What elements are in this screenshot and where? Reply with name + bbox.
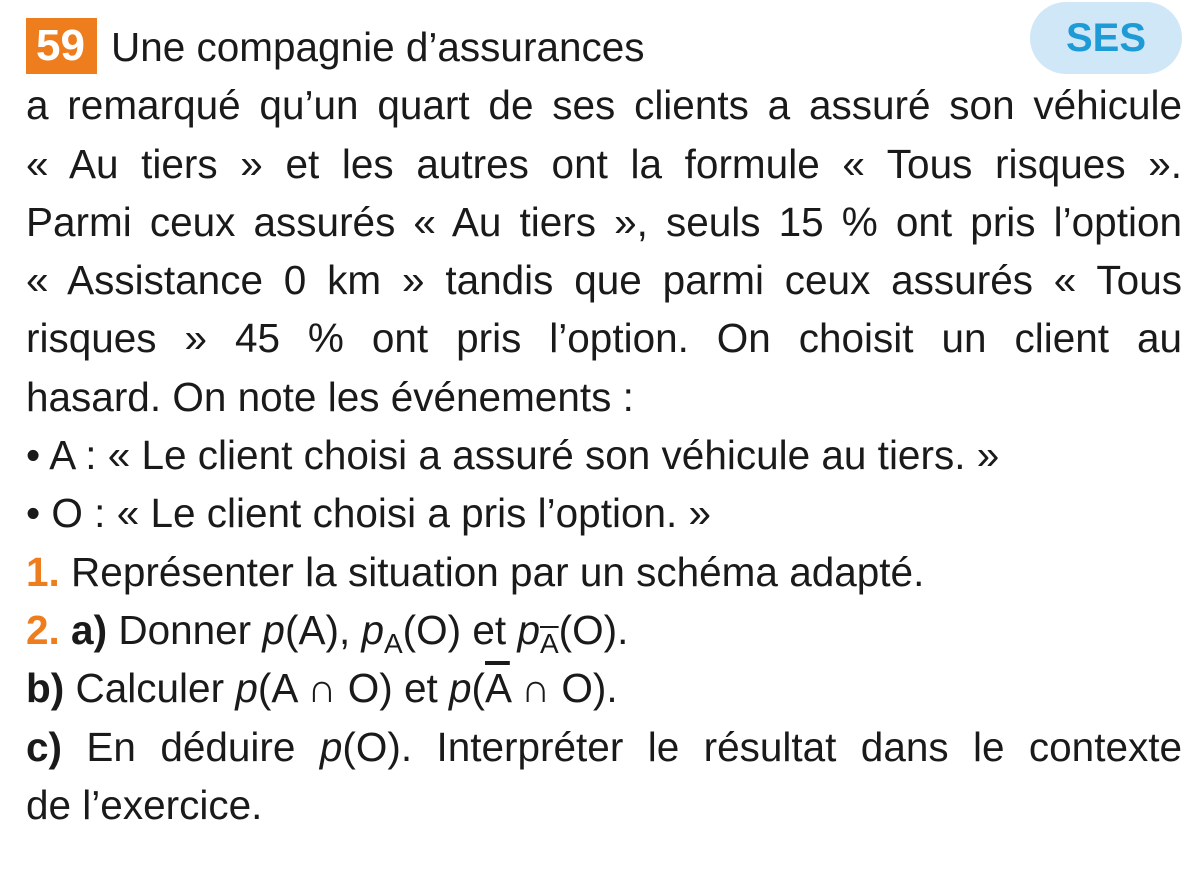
question-number: 2. xyxy=(26,606,60,653)
subquestion-label: b) xyxy=(26,665,65,712)
body-line: hasard. On note les événements : xyxy=(26,373,634,420)
body-line: risques » 45 % ont pris l’option. On choisit un client au xyxy=(26,315,1182,362)
question-2a xyxy=(26,601,1182,659)
question-number: 1. xyxy=(26,548,60,595)
question-2b xyxy=(26,659,1182,717)
question-1 xyxy=(26,543,1182,601)
question-text: En déduire p(O). Interpréter le résultat dans le contexte xyxy=(86,723,1182,770)
question-text: Représenter la situation par un schéma adapté. xyxy=(71,548,925,595)
question-text: Donner p(A), $p_A(O)$ et $p_{\overline{A}}(O)$. xyxy=(118,606,629,659)
exercise-number: 59 xyxy=(26,18,97,74)
first-line: Une compagnie d’assurances xyxy=(110,24,645,70)
question-text: Calculer p(A ∩ O) et $p(\overline{A}$ ∩ O). xyxy=(75,665,618,712)
event-o: • O : « Le client choisi a pris l’option. » xyxy=(26,490,712,537)
body-line: « Au tiers » et les autres ont la formule « Tous risques ». xyxy=(26,140,1182,187)
exercise-text xyxy=(26,18,1182,834)
question-2c-end: de l’exercice. xyxy=(26,781,263,828)
question-2c xyxy=(26,718,1182,776)
subquestion-label: a) xyxy=(71,606,108,653)
subquestion-label: c) xyxy=(26,723,63,770)
event-a: • A : « Le client choisi a assuré son véhicule au tiers. » xyxy=(26,432,1000,479)
body-line: « Assistance 0 km » tandis que parmi ceux assurés « Tous xyxy=(26,257,1182,304)
body-line: a remarqué qu’un quart de ses clients a assuré son véhicule xyxy=(26,82,1182,129)
ses-badge: SES xyxy=(1030,2,1182,74)
exercise-header xyxy=(26,18,1182,76)
body-line: Parmi ceux assurés « Au tiers », seuls 15 % ont pris l’option xyxy=(26,198,1182,245)
